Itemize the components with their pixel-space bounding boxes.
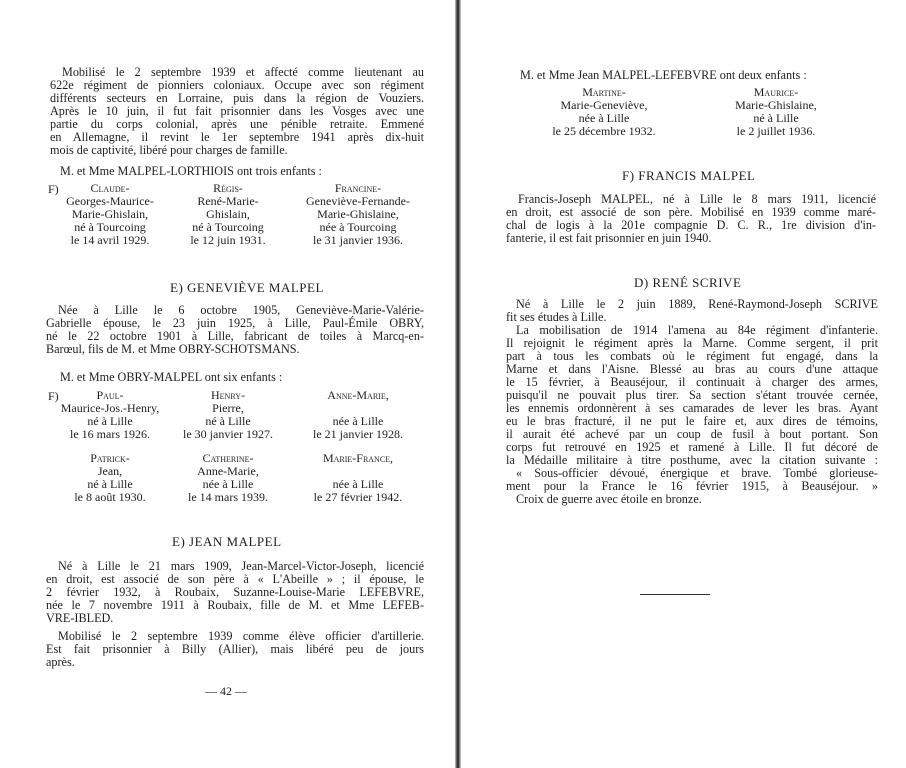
- child-entry: [278, 452, 438, 504]
- text-line: le 15 février, à Beauséjour, il continuait à charger des armes,: [506, 375, 878, 389]
- child-entry-line: née à Lille: [202, 477, 254, 491]
- text-line: « Sous-officier dévoué, énergique et brave. Tombé glorieuse-: [516, 466, 878, 480]
- text-line: VRE-IBLED.: [46, 611, 114, 625]
- child-entry-line: né à Lille: [205, 414, 251, 428]
- text-line: Né à Lille le 2 juin 1889, René-Raymond-Joseph SCRIVE: [516, 297, 878, 311]
- book-spine: [455, 0, 461, 768]
- child-entry-line: le 2 juillet 1936.: [736, 124, 816, 138]
- text-line: eu le bras fracturé, il ne put le faire et, aux dires de témoins,: [506, 414, 878, 428]
- text-line: Né à Lille le 21 mars 1909, Jean-Marcel-Victor-Joseph, licencié: [58, 559, 424, 573]
- text-line: chal de logis à la 201e compagnie D. C. R., 1re division d'in-: [506, 218, 876, 232]
- child-entry-line: le 30 janvier 1927.: [183, 427, 273, 441]
- child-entry-line: Jean,: [97, 464, 123, 478]
- child-entry-line: Maurice-: [753, 85, 799, 99]
- child-entry-line: née à Lille: [332, 414, 384, 428]
- text-line: mois de captivité, libéré pour charges de famille.: [50, 143, 288, 157]
- child-entry-line: Claude-: [90, 181, 130, 195]
- child-entry-line: Geneviève-Fernande-: [306, 194, 410, 208]
- text-line: Barœul, fils de M. et Mme OBRY-SCHOTSMANS.: [46, 342, 300, 356]
- text-line: fit ses études à Lille.: [506, 310, 607, 324]
- child-entry-line: Marie-Ghislain,: [71, 207, 149, 221]
- text-line: La mobilisation de 1914 l'amena au 84e régiment d'infanterie.: [516, 323, 878, 337]
- closing-rule: [640, 594, 710, 595]
- child-entry-line: René-Marie-: [197, 194, 259, 208]
- lefebvre-children: [462, 86, 906, 142]
- child-entry-line: le 8 août 1930.: [74, 490, 146, 504]
- child-entry: [696, 86, 856, 138]
- text-line: Née à Lille le 6 octobre 1905, Geneviève-Marie-Valérie-: [58, 303, 424, 317]
- paragraph-rene-scrive: [506, 298, 878, 506]
- right-page: [462, 0, 906, 768]
- child-entry-line: Marie-Ghislaine,: [735, 98, 817, 112]
- child-entry-line: le 14 mars 1939.: [188, 490, 268, 504]
- paragraph-jean-mobilisation: [46, 630, 424, 669]
- heading-genevieve-malpel: E) GENEVIÈVE MALPEL: [170, 280, 324, 295]
- text-line: née le 7 novembre 1911 à Roubaix, fille de M. et Mme LEFEB-: [46, 598, 424, 612]
- text-line: il aurait été achevé par un coup de fusil à bout portant. Son: [506, 427, 878, 441]
- text-line: Mobilisé le 2 septembre 1939 comme élève officier d'artillerie.: [58, 629, 424, 643]
- obry-children-intro: M. et Mme OBRY-MALPEL ont six enfants :: [60, 370, 283, 384]
- child-entry-line: Anne-Marie,: [327, 388, 389, 402]
- child-entry: [278, 182, 438, 247]
- child-entry-line: le 25 décembre 1932.: [552, 124, 656, 138]
- text-line: en droit, est associé de son père. Mobilisé en 1939 comme maré-: [506, 205, 876, 219]
- text-line: Croix de guerre avec étoile en bronze.: [516, 492, 702, 506]
- child-entry-line: le 12 juin 1931.: [190, 233, 266, 247]
- child-entry-line: né à Tourcoing: [74, 220, 146, 234]
- child-entry-line: Paul-: [96, 388, 124, 402]
- child-entry-line: Marie-Ghislaine,: [317, 207, 399, 221]
- lorthiois-children: [0, 182, 455, 252]
- paragraph-mobilisation-1939: [50, 66, 424, 157]
- heading-rene-scrive: D) RENÉ SCRIVE: [634, 275, 742, 290]
- lorthiois-children-intro: M. et Mme MALPEL-LORTHIOIS ont trois enfants :: [60, 164, 322, 178]
- obry-section-letter: F): [48, 389, 59, 403]
- child-entry-line: née à Lille: [332, 477, 384, 491]
- child-entry-line: le 16 mars 1926.: [70, 427, 150, 441]
- child-entry-line: né à Lille: [753, 111, 799, 125]
- child-entry-line: le 14 avril 1929.: [70, 233, 150, 247]
- text-line: en Allemagne, il revint le 1er septembre 1941 après dix-huit: [50, 130, 424, 144]
- child-entry-line: Francine-: [334, 181, 382, 195]
- text-line: Mobilisé le 2 septembre 1939 et affecté comme lieutenant au: [62, 65, 424, 79]
- child-entry: [524, 86, 684, 138]
- paragraph-genevieve: [46, 304, 424, 356]
- text-line: la Médaille militaire à titre posthume, avec la citation suivante :: [506, 453, 878, 467]
- child-entry-line: le 27 février 1942.: [313, 490, 403, 504]
- obry-children-row-1: [0, 389, 455, 445]
- obry-children-row-2: [0, 452, 455, 508]
- child-entry-line: Catherine-: [202, 451, 254, 465]
- text-line: Francis-Joseph MALPEL, né à Lille le 8 mars 1911, licencié: [518, 192, 876, 206]
- child-entry-line: Henry-: [211, 388, 245, 402]
- paragraph-jean: [46, 560, 424, 625]
- text-line: 622e régiment de pionniers coloniaux. Occupe avec son régiment: [50, 78, 424, 92]
- heading-francis-malpel: F) FRANCIS MALPEL: [622, 168, 756, 183]
- heading-jean-malpel: E) JEAN MALPEL: [172, 534, 282, 549]
- text-line: Il rejoignit le régiment après la Marne. Comme sergent, il prit: [506, 336, 878, 350]
- child-entry-line: Marie-Geneviève,: [560, 98, 648, 112]
- child-entry-line: Pierre,: [212, 401, 244, 415]
- text-line: en droit, est associé de son père à « L'Abeille » ; il épouse, le: [46, 572, 424, 586]
- child-entry-line: née à Lille: [578, 111, 630, 125]
- text-line: Gabrielle épouse, le 23 juin 1925, à Lille, Paul-Émile OBRY,: [46, 316, 424, 330]
- child-entry-line: Anne-Marie,: [197, 464, 259, 478]
- child-entry-line: Marie-France,: [322, 451, 394, 465]
- text-line: les ennemis ordonnèrent à ses camarades de lever les bras. Ayant: [506, 401, 878, 415]
- child-entry-line: le 21 janvier 1928.: [313, 427, 403, 441]
- child-entry-line: née à Tourcoing: [319, 220, 397, 234]
- text-line: Marne et dans l'Aisne. Blessé au bras au cours d'une attaque: [506, 362, 878, 376]
- child-entry-line: Georges-Maurice-: [66, 194, 154, 208]
- lorthiois-section-letter: F): [48, 182, 59, 196]
- paragraph-francis: [506, 193, 876, 245]
- text-line: Est fait prisonnier à Billy (Allier), mais libéré peu de jours: [46, 642, 424, 656]
- text-line: fanterie, il est fait prisonnier en juin 1940.: [506, 231, 712, 245]
- child-entry-line: Ghislain,: [206, 207, 250, 221]
- child-entry-line: né à Lille: [87, 477, 133, 491]
- child-entry-line: Patrick-: [90, 451, 130, 465]
- text-line: après.: [46, 655, 75, 669]
- child-entry-line: né à Lille: [87, 414, 133, 428]
- text-line: différents secteurs en Lorraine, puis dans la région de Vouziers.: [50, 91, 424, 105]
- child-entry-line: Martine-: [582, 85, 626, 99]
- text-line: Après le 10 juin, il fut fait prisonnier dans les Vosges avec une: [50, 104, 424, 118]
- text-line: né le 22 octobre 1901 à Lille, fabricant de toiles à Marcq-en-: [46, 329, 424, 343]
- child-entry-line: le 31 janvier 1936.: [313, 233, 403, 247]
- text-line: ment pour la France le 16 février 1915, à Beauséjour. »: [506, 479, 878, 493]
- child-entry-line: Maurice-Jos.-Henry,: [60, 401, 160, 415]
- child-entry-line: né à Tourcoing: [192, 220, 264, 234]
- text-line: 2 février 1932, à Roubaix, Suzanne-Louise-Marie LEFEBVRE,: [46, 585, 424, 599]
- child-entry: [278, 389, 438, 441]
- page-number: — 42 —: [205, 684, 247, 698]
- text-line: puisqu'il ne pouvait plus tirer. Sa section s'étant trouvée cernée,: [506, 388, 878, 402]
- text-line: part à tous les combats où le régiment fut engagé, dans la: [506, 349, 878, 363]
- text-line: corps fut retrouvé en 1925 et ramené à Lille. Il fut décoré de: [506, 440, 878, 454]
- text-line: partie du corps colonial, après une pénible retraite. Emmené: [50, 117, 424, 131]
- child-entry-line: Régis-: [213, 181, 243, 195]
- lefebvre-children-intro: M. et Mme Jean MALPEL-LEFEBVRE ont deux enfants :: [520, 68, 807, 82]
